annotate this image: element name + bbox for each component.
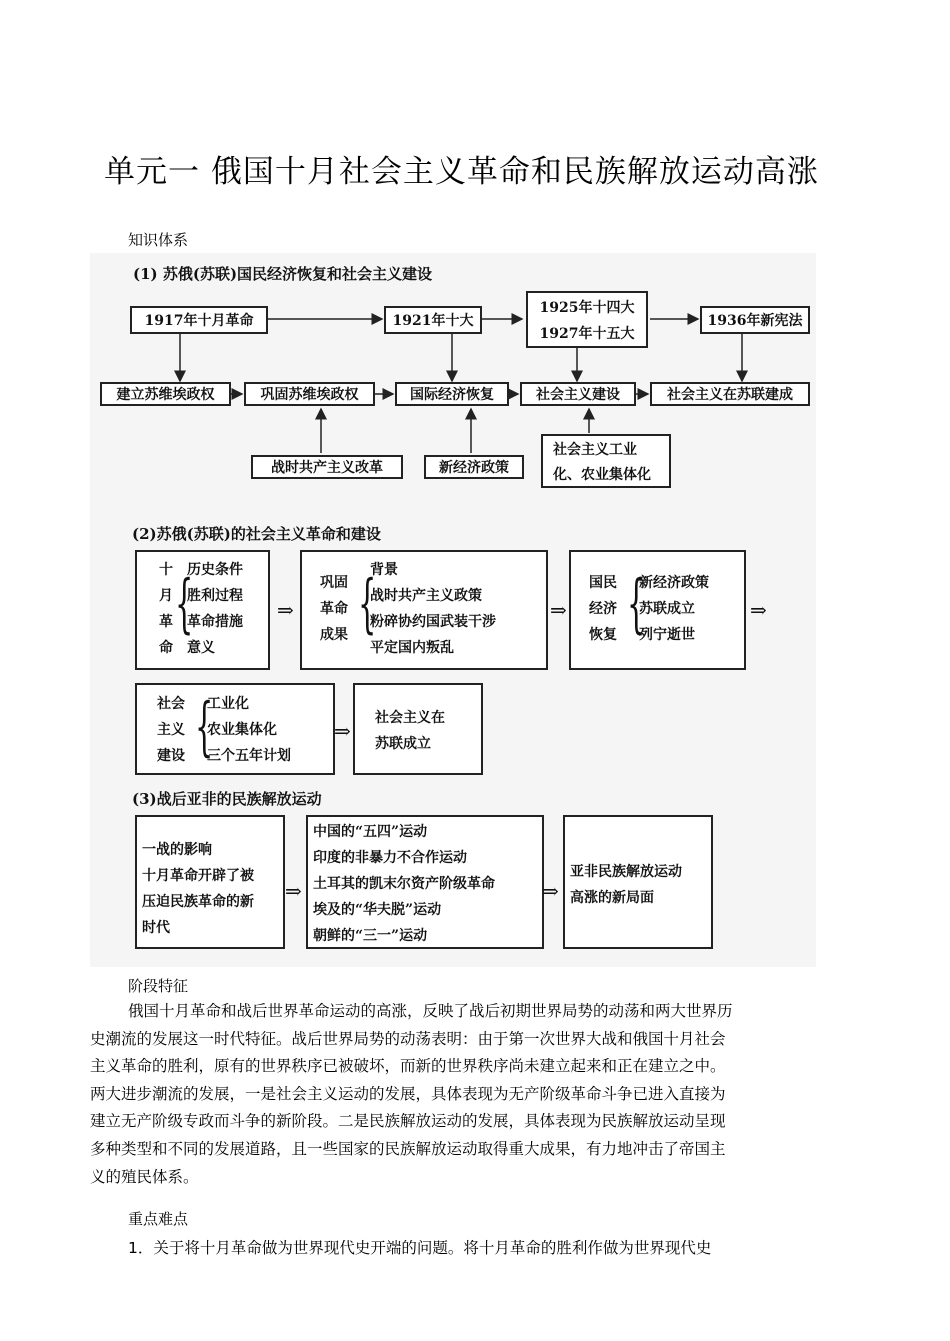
node-nep: 新经济政策	[424, 455, 524, 479]
key-item-1: 1．关于将十月革命做为世界现代史开端的问题。将十月革命的胜利作做为世界现代史	[128, 1239, 712, 1257]
double-arrow: ⇒	[334, 719, 351, 743]
box8-text: 亚非民族解放运动 高涨的新局面	[570, 864, 682, 906]
node-socialist-construction: 社会主义建设	[520, 382, 636, 406]
page-title: 单元一 俄国十月社会主义革命和民族解放运动高涨	[104, 154, 819, 190]
part3-heading: (3)战后亚非的民族解放运动	[132, 790, 322, 808]
box-socialist-construction	[135, 683, 335, 775]
box-new-situation	[563, 815, 713, 949]
node-industrialization	[541, 434, 671, 488]
node-war-communism: 战时共产主义改革	[251, 455, 403, 479]
box4-right: 工业化 农业集体化 三个五年计划	[207, 696, 291, 764]
brace: {	[358, 567, 377, 641]
node-1936-constitution: 1936年新宪法	[700, 306, 810, 334]
double-arrow: ⇒	[285, 879, 302, 903]
industrialization-line1: 社会主义工业	[553, 442, 637, 458]
stage-paragraph: 俄国十月革命和战后世界革命运动的高涨，反映了战后初期世界局势的动荡和两大世界历史潮流的发展这一时代特征。战后世界局势的动荡表明：由于第一次世界大战和俄国十月社会主义革命的胜利，原有的世界秩序已被破坏，而新的世界秩序尚未建立起来和正在建立之中。两大进步潮流的发展，一是社会主义运动的发展，具体表现为无产阶级革命斗争已进入直接为建立无产阶级专政而斗争的新阶段。二是民族解放运动的发展，具体表现为民族解放运动呈现多种类型和不同的发展道路，且一些国家的民族解放运动取得重大成果，有力地冲击了帝国主义的殖民体系。	[90, 1002, 733, 1186]
node-1927-label: 1927年十五大	[539, 326, 635, 342]
brace: {	[175, 567, 194, 641]
box5-text: 社会主义在 苏联成立	[375, 710, 445, 752]
box3-left: 国民 经济 恢复	[589, 575, 617, 643]
industrialization-line2: 化、农业集体化	[553, 467, 651, 483]
box2-right: 背景 战时共产主义政策 粉碎协约国武装干涉 平定国内叛乱	[370, 562, 496, 656]
double-arrow: ⇒	[277, 598, 294, 622]
brace: {	[627, 567, 646, 641]
section-label-stage: 阶段特征	[128, 977, 189, 995]
box7-text: 中国的“五四”运动 印度的非暴力不合作运动 土耳其的凯末尔资产阶级革命 埃及的“华夫脱”运动 朝鲜的“三一”运动	[313, 824, 495, 944]
box6-text: 一战的影响 十月革命开辟了被 压迫民族革命的新 时代	[142, 842, 254, 936]
box-socialism-established	[353, 683, 483, 775]
box-consolidate-revolution	[300, 550, 548, 670]
double-arrow: ⇒	[542, 879, 559, 903]
box4-left: 社会 主义 建设	[157, 696, 185, 764]
brace: {	[195, 690, 214, 764]
double-arrow: ⇒	[750, 598, 767, 622]
box3-right: 新经济政策 苏联成立 列宁逝世	[639, 575, 709, 643]
box2-left: 巩固 革命 成果	[320, 575, 348, 643]
node-1925-label: 1925年十四大	[539, 300, 635, 316]
node-socialism-achieved: 社会主义在苏联建成	[650, 382, 810, 406]
node-consolidate-soviet: 巩固苏维埃政权	[244, 382, 375, 406]
box1-right: 历史条件 胜利过程 革命措施 意义	[187, 562, 243, 656]
node-1925-1927-congress	[526, 291, 648, 348]
box1-left: 十 月 革 命	[159, 562, 173, 656]
node-1921-congress: 1921年十大	[384, 306, 482, 334]
node-establish-soviet: 建立苏维埃政权	[100, 382, 231, 406]
box-october-revolution	[135, 550, 270, 670]
section-label-knowledge: 知识体系	[128, 231, 189, 249]
part2-heading: (2)苏俄(苏联)的社会主义革命和建设	[132, 525, 381, 543]
node-1917-revolution: 1917年十月革命	[130, 306, 268, 334]
section-label-key: 重点难点	[128, 1210, 189, 1228]
node-economic-recovery: 国际经济恢复	[395, 382, 509, 406]
box-economic-recovery	[569, 550, 746, 670]
box-national-movements	[306, 815, 544, 949]
knowledge-diagram	[90, 253, 816, 967]
double-arrow: ⇒	[550, 598, 567, 622]
part1-heading: (1) 苏俄(苏联)国民经济恢复和社会主义建设	[133, 265, 433, 283]
box-ww1-influence	[135, 815, 285, 949]
